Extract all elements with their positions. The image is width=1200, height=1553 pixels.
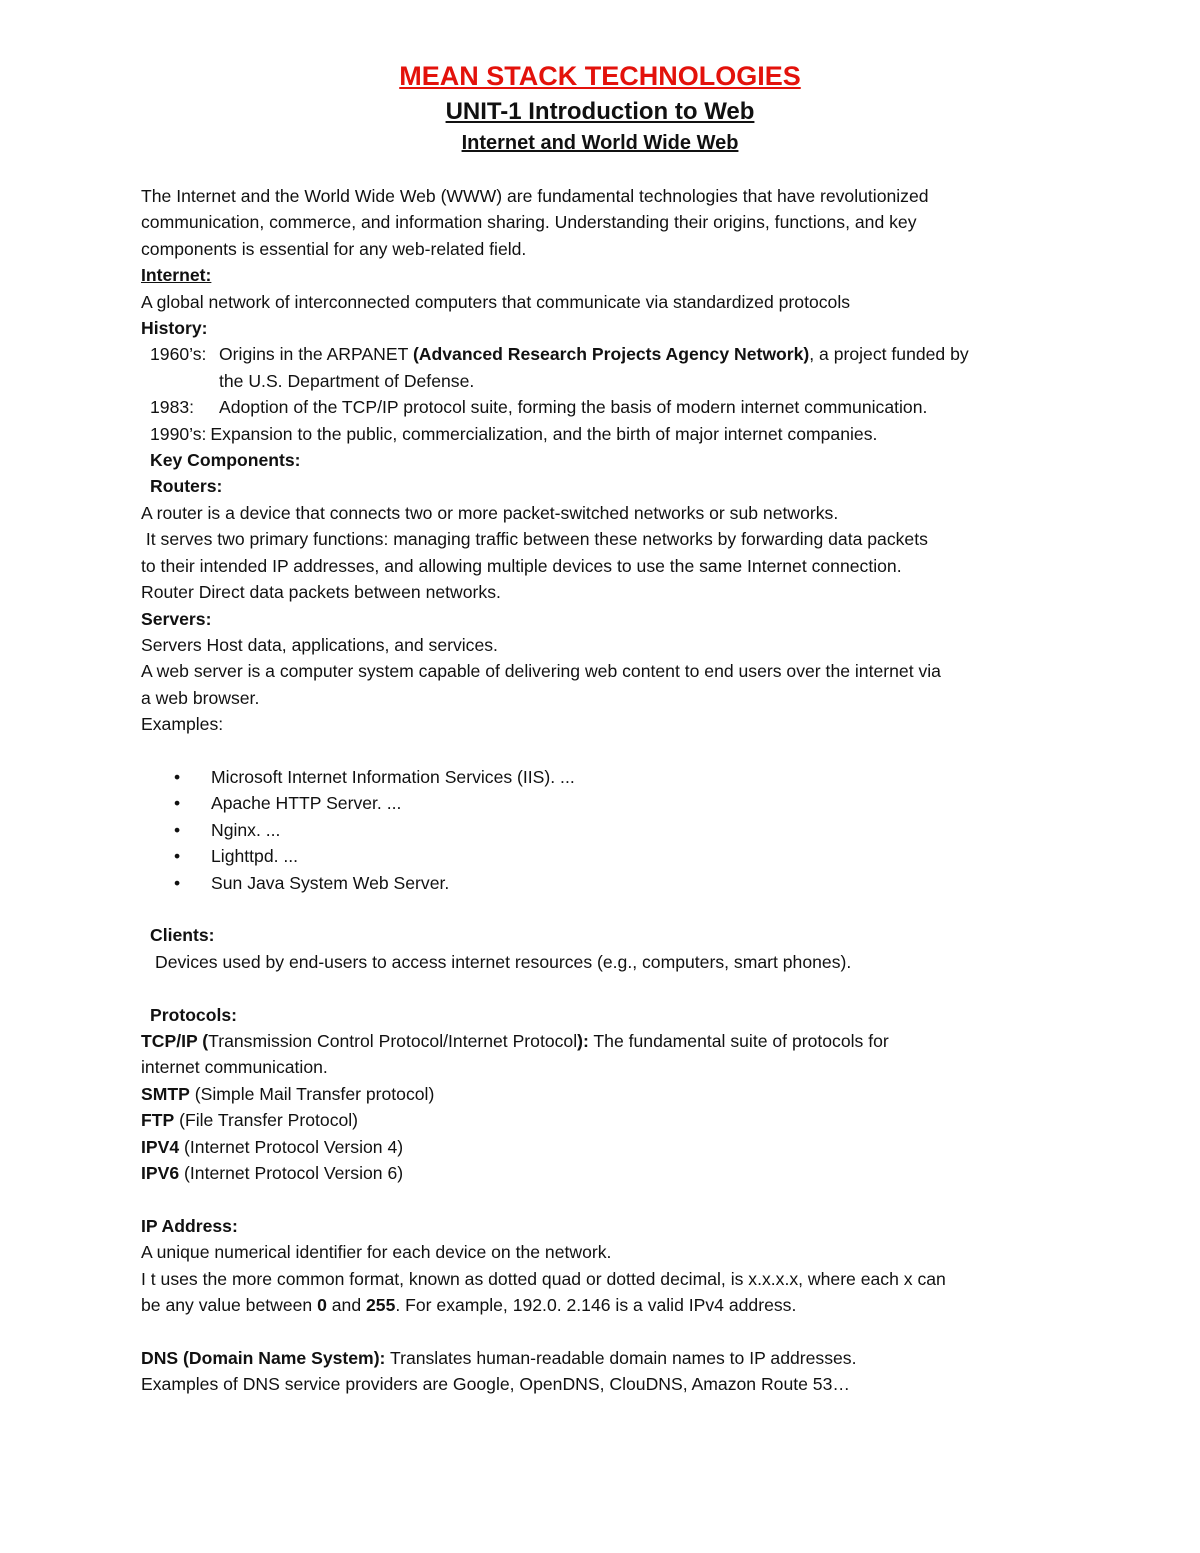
list-item: • Sun Java System Web Server. xyxy=(141,870,1061,896)
history-text: Expansion to the public, commercialization, and the birth of major internet companies. xyxy=(210,423,878,444)
document-title: MEAN STACK TECHNOLOGIES xyxy=(399,61,801,91)
dns-line: Examples of DNS service providers are Google, OpenDNS, ClouDNS, Amazon Route 53… xyxy=(141,1374,850,1395)
unit-heading: UNIT-1 Introduction to Web xyxy=(445,98,755,125)
protocol-tcpip-continuation: internet communication. xyxy=(141,1057,328,1078)
servers-heading: Servers: xyxy=(141,608,212,629)
servers-line: Examples: xyxy=(141,714,224,735)
list-item: • Apache HTTP Server. ... xyxy=(141,790,1061,816)
history-text: the U.S. Department of Defense. xyxy=(219,370,475,391)
bullet-icon: • xyxy=(174,872,181,893)
key-components-heading: Key Components: xyxy=(150,450,301,471)
protocols-heading: Protocols: xyxy=(150,1004,237,1025)
history-item xyxy=(141,394,1061,420)
internet-definition: A global network of interconnected computers that communicate via standardized protocols xyxy=(141,291,851,312)
history-text: Origins in the ARPANET xyxy=(219,344,413,365)
protocol-item: IPV6 (Internet Protocol Version 6) xyxy=(141,1162,404,1183)
history-year: 1960’s: xyxy=(150,344,207,365)
history-year: 1990’s: xyxy=(150,423,207,444)
routers-heading: Routers: xyxy=(150,476,223,497)
history-item xyxy=(141,421,1061,447)
document-body xyxy=(141,183,1061,1398)
servers-line: A web server is a computer system capable of delivering web content to end users over the internet via xyxy=(141,661,941,682)
section-heading: Internet and World Wide Web xyxy=(461,132,739,154)
protocol-item: FTP (File Transfer Protocol) xyxy=(141,1110,359,1131)
servers-line: a web browser. xyxy=(141,687,260,708)
servers-line: Servers Host data, applications, and services. xyxy=(141,634,498,655)
list-item: • Nginx. ... xyxy=(141,817,1061,843)
bullet-icon: • xyxy=(174,766,181,787)
ip-address-line: I t uses the more common format, known as dotted quad or dotted decimal, is x.x.x.x, where each x can xyxy=(141,1268,946,1289)
intro-line: communication, commerce, and information sharing. Understanding their origins, functions, and key xyxy=(141,212,917,233)
ip-address-line: A unique numerical identifier for each device on the network. xyxy=(141,1242,612,1263)
bullet-icon: • xyxy=(174,793,181,814)
bullet-icon: • xyxy=(174,846,181,867)
protocol-tcpip: TCP/IP (Transmission Control Protocol/Internet Protocol): The fundamental suite of protocols for xyxy=(141,1030,889,1051)
server-examples-list xyxy=(141,764,1061,896)
history-heading: History: xyxy=(141,318,208,339)
dns-line: DNS (Domain Name System): Translates human-readable domain names to IP addresses. xyxy=(141,1347,857,1368)
ip-address-heading: IP Address: xyxy=(141,1215,238,1236)
intro-line: components is essential for any web-related field. xyxy=(141,238,527,259)
bullet-icon: • xyxy=(174,819,181,840)
ip-address-line: be any value between 0 and 255. For example, 192.0. 2.146 is a valid IPv4 address. xyxy=(141,1295,797,1315)
list-item: • Microsoft Internet Information Services (IIS). ... xyxy=(141,764,1061,790)
internet-heading: Internet: xyxy=(141,265,212,286)
history-text: , a project funded by xyxy=(809,344,969,365)
intro-line: The Internet and the World Wide Web (WWW) are fundamental technologies that have revolutionized xyxy=(141,186,929,206)
routers-line: It serves two primary functions: managing traffic between these networks by forwarding data packets xyxy=(141,529,928,550)
clients-text: Devices used by end-users to access internet resources (e.g., computers, smart phones). xyxy=(155,951,852,972)
routers-line: Router Direct data packets between networks. xyxy=(141,582,501,603)
history-year: 1983: xyxy=(150,397,195,418)
history-text: Adoption of the TCP/IP protocol suite, forming the basis of modern internet communication. xyxy=(219,397,928,418)
routers-line: to their intended IP addresses, and allowing multiple devices to use the same Internet connection. xyxy=(141,555,902,576)
arpanet-expansion: (Advanced Research Projects Agency Network) xyxy=(412,344,810,365)
routers-line: A router is a device that connects two or more packet-switched networks or sub networks. xyxy=(141,502,839,523)
protocol-item: IPV4 (Internet Protocol Version 4) xyxy=(141,1136,404,1157)
dns-heading: DNS (Domain Name System): xyxy=(141,1347,386,1368)
history-item xyxy=(141,341,1061,367)
list-item: • Lighttpd. ... xyxy=(141,843,1061,869)
clients-heading: Clients: xyxy=(150,925,215,946)
protocol-item: SMTP (Simple Mail Transfer protocol) xyxy=(141,1083,435,1104)
history-item-continuation xyxy=(141,368,1061,394)
